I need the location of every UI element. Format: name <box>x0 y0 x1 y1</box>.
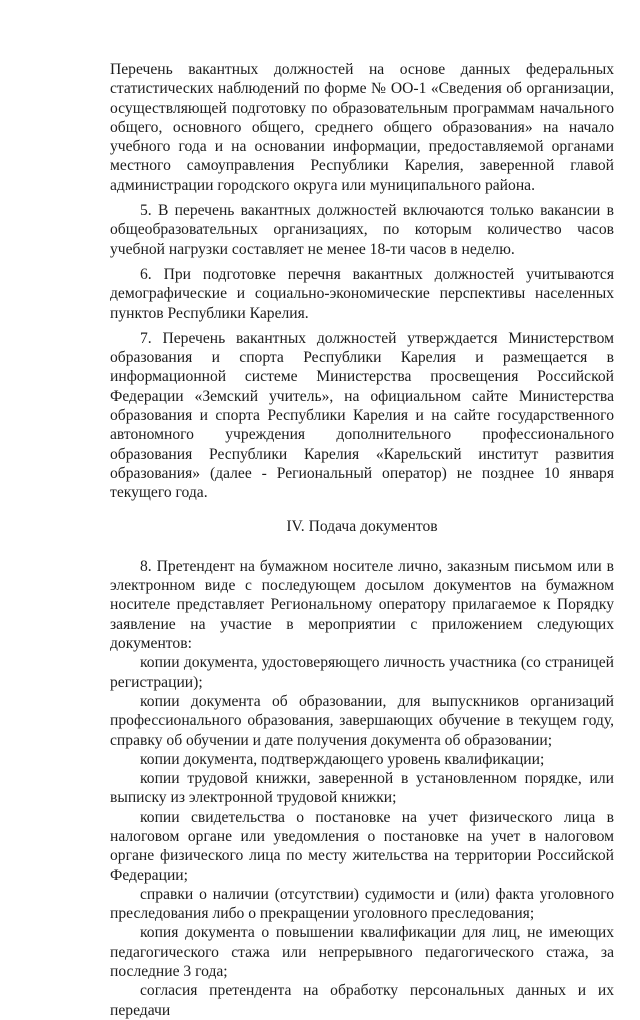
paragraph-item-7: 7. Перечень вакантных должностей утверждается Министерством образования и спорта Республики Карелия и размещается в информационной системе Министерства просвещения Российской Федерации «Земский учитель», на официальном сайте Министерства образования и спорта Республики Карелия и на сайте государственного автономного учреждения дополнительного профессионального образования Республики Карелия «Карельский институт развития образования» (далее - Региональный оператор) не позднее 10 января текущего года. <box>110 329 614 502</box>
paragraph-item-6: 6. При подготовке перечня вакантных должностей учитываются демографические и социально-экономические перспективы населенных пунктов Республики Карелия. <box>110 265 614 322</box>
list-item-identity-document: копии документа, удостоверяющего личность участника (со страницей регистрации); <box>110 654 614 691</box>
list-item-criminal-record-certificate: справки о наличии (отсутствии) судимости и (или) факта уголовного преследования либо о прекращении уголовного преследования; <box>110 885 614 923</box>
list-item-personal-data-consent: согласия претендента на обработку персональных данных и их передачи <box>110 982 614 1019</box>
section-heading: IV. Подача документов <box>286 517 438 535</box>
paragraph-item-5: 5. В перечень вакантных должностей включаются только вакансии в общеобразовательных организациях, по которым количество часов учебной нагрузки составляет не менее 18-ти часов в неделю. <box>110 202 614 258</box>
list-item-qualification-upgrade: копия документа о повышении квалификации для лиц, не имеющих педагогического стажа или непрерывного педагогического стажа, за последние 3 года; <box>110 924 614 981</box>
list-item-employment-record: копии трудовой книжки, заверенной в установленном порядке, или выписку из электронной трудовой книжки; <box>110 770 614 807</box>
document-page <box>110 60 614 1020</box>
list-item-education-document: копии документа об образовании, для выпускников организаций профессионального образования, завершающих обучение в текущем году, справку об обучении и дате получения документа об образовании; <box>110 692 614 749</box>
list-item-qualification-document: копии документа, подтверждающего уровень квалификации; <box>140 750 545 768</box>
paragraph-item-8: 8. Претендент на бумажном носителе лично, заказным письмом или в электронном виде с последующем досылом документов на бумажном носителе представляет Региональному оператору прилагаемое к Порядку заявление на участие в мероприятии с приложением следующих документов: <box>110 557 614 653</box>
paragraph-vacancy-list-intro: Перечень вакантных должностей на основе данных федеральных статистических наблюдений по форме № ОО-1 «Сведения об организации, осуществляющей подготовку по образовательным программам начального общего, основного общего, среднего общего образования» на начало учебного года и на основании информации, предоставляемой органами местного самоуправления Республики Карелия, заверенной главой администрации городского округа или муниципального района. <box>110 61 614 194</box>
list-item-tax-registration: копии свидетельства о постановке на учет физического лица в налоговом органе или уведомления о постановке на учет в налоговом органе физического лица по месту жительства на территории Российской Федерации; <box>110 808 614 884</box>
